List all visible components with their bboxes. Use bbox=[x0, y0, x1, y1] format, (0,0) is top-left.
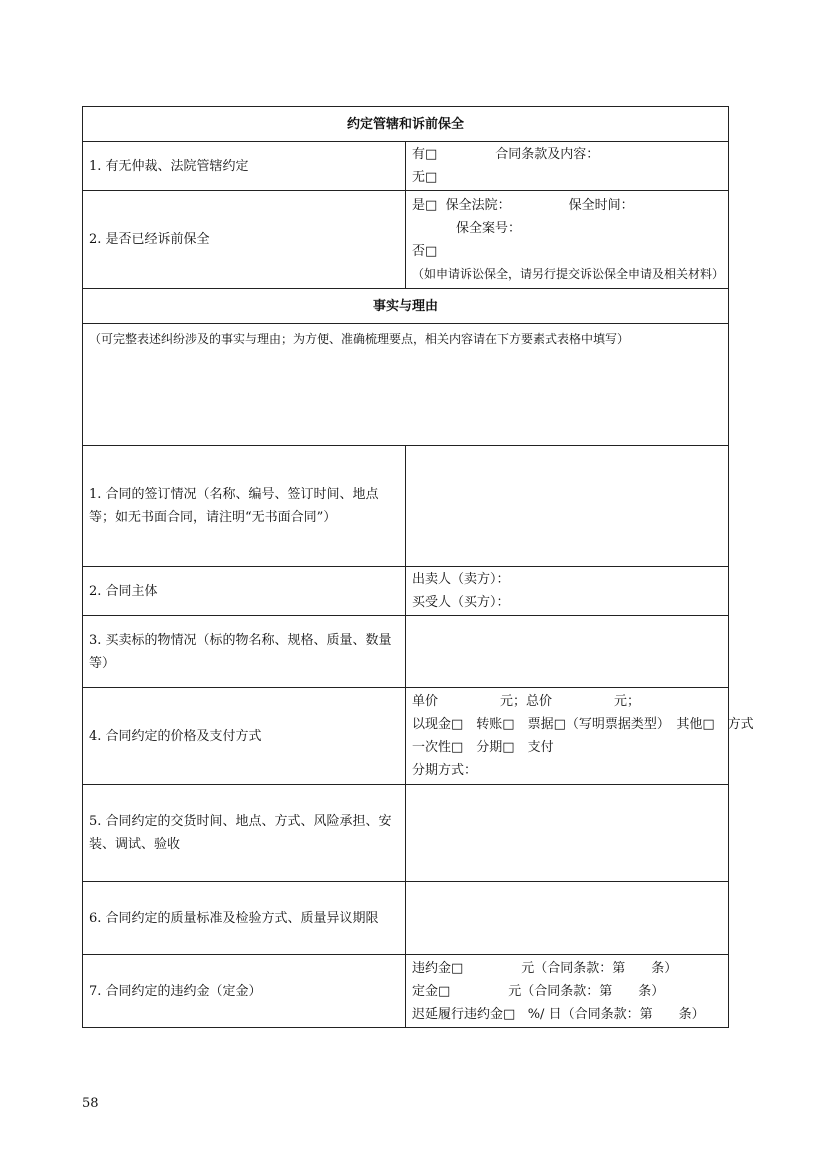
row-content-preservation bbox=[406, 191, 729, 289]
case-no-label: 保全案号： bbox=[456, 220, 522, 236]
row-content-quality[interactable] bbox=[406, 882, 729, 955]
section-header-row bbox=[83, 107, 729, 142]
row-label-penalty: 7. 合同约定的违约金（定金） bbox=[83, 955, 406, 1028]
table-row bbox=[83, 882, 729, 955]
row-label-quality: 6. 合同约定的质量标准及检验方式、质量异议期限 bbox=[83, 882, 406, 955]
deposit-clause: 元（合同条款：第 条） bbox=[508, 983, 665, 999]
row-label-delivery: 5. 合同约定的交货时间、地点、方式、风险承担、安装、调试、验收 bbox=[83, 785, 406, 882]
row-content-arbitration bbox=[406, 142, 729, 191]
form-table bbox=[82, 106, 754, 1028]
table-row bbox=[83, 955, 729, 1028]
table-row bbox=[83, 616, 729, 688]
section-title-facts: 事实与理由 bbox=[83, 289, 729, 324]
row-label-price-payment: 4. 合同约定的价格及支付方式 bbox=[83, 688, 406, 785]
section-header-row bbox=[83, 289, 729, 324]
row-label-parties: 2. 合同主体 bbox=[83, 567, 406, 616]
table-row bbox=[83, 567, 729, 616]
installment-method-label: 分期方式： bbox=[412, 763, 478, 778]
checkbox-no[interactable]: 无□ bbox=[412, 170, 438, 185]
row-label-arbitration: 1. 有无仲裁、法院管辖约定 bbox=[83, 142, 406, 191]
penalty-clause: 元（合同条款：第 条） bbox=[521, 960, 678, 976]
table-row bbox=[83, 785, 729, 882]
row-content-delivery[interactable] bbox=[406, 785, 729, 882]
row-content-parties bbox=[406, 567, 729, 616]
row-content-penalty bbox=[406, 955, 729, 1028]
table-row bbox=[83, 688, 729, 785]
yuan-label: 元； bbox=[614, 694, 641, 709]
row-label-signing: 1. 合同的签订情况（名称、编号、签订时间、地点等；如无书面合同，请注明“无书面合同”） bbox=[83, 446, 406, 567]
checkbox-no[interactable]: 否□ bbox=[412, 243, 438, 259]
checkbox-yes[interactable]: 是□ bbox=[412, 197, 438, 213]
checkbox-yes[interactable]: 有□ bbox=[412, 147, 438, 162]
clause-label: 合同条款及内容： bbox=[495, 147, 600, 162]
row-content-price-payment bbox=[406, 688, 754, 785]
late-penalty-clause: %/ 日（合同条款：第 条） bbox=[527, 1006, 705, 1022]
total-price-label: 元；总价 bbox=[500, 694, 553, 709]
checkbox-late-penalty[interactable]: 迟延履行违约金□ bbox=[412, 1006, 516, 1022]
table-row bbox=[83, 446, 729, 567]
payment-method-options[interactable]: 以现金□ 转账□ 票据□（写明票据类型） 其他□ 方式 bbox=[412, 717, 754, 732]
row-content-signing[interactable] bbox=[406, 446, 729, 567]
time-label: 保全时间： bbox=[568, 197, 634, 213]
facts-free-text-area[interactable] bbox=[83, 324, 729, 446]
page-number: 58 bbox=[82, 1096, 99, 1111]
checkbox-deposit[interactable]: 定金□ bbox=[412, 983, 451, 999]
row-content-subject-matter[interactable] bbox=[406, 616, 729, 688]
row-label-subject-matter: 3. 买卖标的物情况（标的物名称、规格、质量、数量等） bbox=[83, 616, 406, 688]
section-title-jurisdiction: 约定管辖和诉前保全 bbox=[83, 107, 729, 142]
table-row bbox=[83, 142, 729, 191]
installment-options[interactable]: 一次性□ 分期□ 支付 bbox=[412, 740, 554, 755]
row-label-preservation: 2. 是否已经诉前保全 bbox=[83, 191, 406, 289]
court-label: 保全法院： bbox=[445, 197, 511, 213]
checkbox-penalty[interactable]: 违约金□ bbox=[412, 960, 464, 976]
seller-label: 出卖人（卖方）： bbox=[412, 572, 510, 587]
buyer-label: 买受人（买方）： bbox=[412, 595, 510, 610]
facts-instruction: （可完整表述纠纷涉及的事实与理由；为方便、准确梳理要点，相关内容请在下方要素式表格中填写） bbox=[89, 332, 630, 346]
unit-price-label: 单价 bbox=[412, 694, 439, 709]
preservation-note: （如申请诉讼保全，请另行提交诉讼保全申请及相关材料） bbox=[412, 266, 725, 281]
table-row bbox=[83, 191, 729, 289]
table-row bbox=[83, 324, 729, 446]
